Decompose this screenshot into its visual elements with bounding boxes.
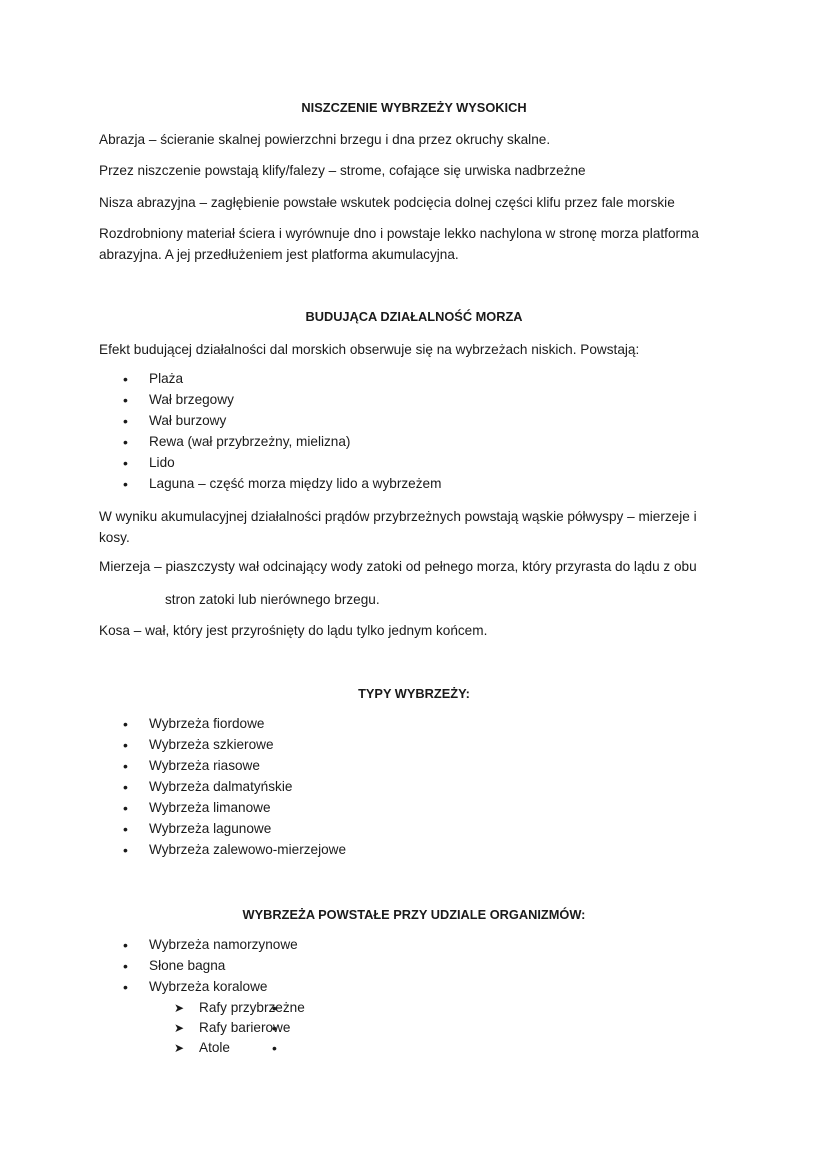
paragraph-platforma: Rozdrobniony materiał ściera i wyrównuje dno i powstaje lekko nachylona w stronę morza platforma abrazyjna. A jej przedłużeniem jest platforma akumulacyjna.: [99, 226, 699, 262]
list-item: • Słone bagna: [0, 956, 305, 977]
list-item: • Laguna – część morza między lido a wybrzeżem: [0, 474, 441, 495]
paragraph-kosa: Kosa – wał, który jest przyrośnięty do lądu tylko jednym końcem.: [99, 623, 488, 638]
list-rafy: [149, 998, 305, 1058]
paragraph-abrazja: Abrazja – ścieranie skalnej powierzchni brzegu i dna przez okruchy skalne.: [99, 132, 551, 147]
list-item: • Wybrzeża limanowe: [0, 798, 346, 819]
arrow-bullet-icon: • ➤: [174, 1021, 185, 1035]
sub-list-item-label: Rafy barierowe: [199, 1020, 291, 1035]
paragraph-nisza: Nisza abrazyjna – zagłębienie powstałe wskutek podcięcia dolnej części klifu przez fale morskie: [99, 195, 675, 210]
arrow-bullet-icon: • ➤: [174, 1041, 185, 1055]
sub-list-item: [149, 1018, 305, 1038]
paragraph-efekt: Efekt budującej działalności dal morskich obserwuje się na wybrzeżach niskich. Powstają:: [99, 342, 640, 357]
list-item: • Wał brzegowy: [0, 390, 441, 411]
list-item: • Wybrzeża zalewowo-mierzejowe: [0, 840, 346, 861]
list-item: • Wał burzowy: [0, 411, 441, 432]
list-item: • Wybrzeża fiordowe: [0, 714, 346, 735]
heading-niszczenie: NISZCZENIE WYBRZEŻY WYSOKICH: [301, 100, 527, 115]
sub-list-item-label: Atole: [199, 1040, 230, 1055]
list-item: • Wybrzeża dalmatyńskie: [0, 777, 346, 798]
sub-list-item: [149, 998, 305, 1018]
list-item: • Wybrzeża riasowe: [0, 756, 346, 777]
list-item: • Lido: [0, 453, 441, 474]
paragraph-mierzeja: Mierzeja – piaszczysty wał odcinający wody zatoki od pełnego morza, który przyrasta do lądu z obu: [99, 559, 697, 574]
arrow-bullet-icon: • ➤: [174, 1001, 185, 1015]
sub-list-item-label: Rafy przybrzeżne: [199, 1000, 305, 1015]
paragraph-mierzeja-cont: stron zatoki lub nierównego brzegu.: [165, 592, 380, 607]
list-typy: [0, 714, 346, 861]
list-item-sublist: [0, 998, 305, 1058]
heading-typy: TYPY WYBRZEŻY:: [358, 686, 470, 701]
list-item: • Wybrzeża koralowe: [0, 977, 305, 998]
list-formy: [0, 369, 441, 495]
list-organizmy: [0, 935, 305, 1058]
paragraph-mierzeje: W wyniku akumulacyjnej działalności prądów przybrzeżnych powstają wąskie półwyspy – mierzeje i kosy.: [99, 509, 697, 545]
list-item: • Plaża: [0, 369, 441, 390]
list-item: • Wybrzeża namorzynowe: [0, 935, 305, 956]
paragraph-klify: Przez niszczenie powstają klify/falezy – strome, cofające się urwiska nadbrzeżne: [99, 163, 586, 178]
list-item: • Wybrzeża szkierowe: [0, 735, 346, 756]
sub-list-item: [149, 1038, 305, 1058]
heading-budujaca: BUDUJĄCA DZIAŁALNOŚĆ MORZA: [305, 309, 523, 324]
heading-organizmy: WYBRZEŻA POWSTAŁE PRZY UDZIALE ORGANIZMÓW:: [242, 907, 586, 922]
list-item: • Wybrzeża lagunowe: [0, 819, 346, 840]
list-item: • Rewa (wał przybrzeżny, mielizna): [0, 432, 441, 453]
